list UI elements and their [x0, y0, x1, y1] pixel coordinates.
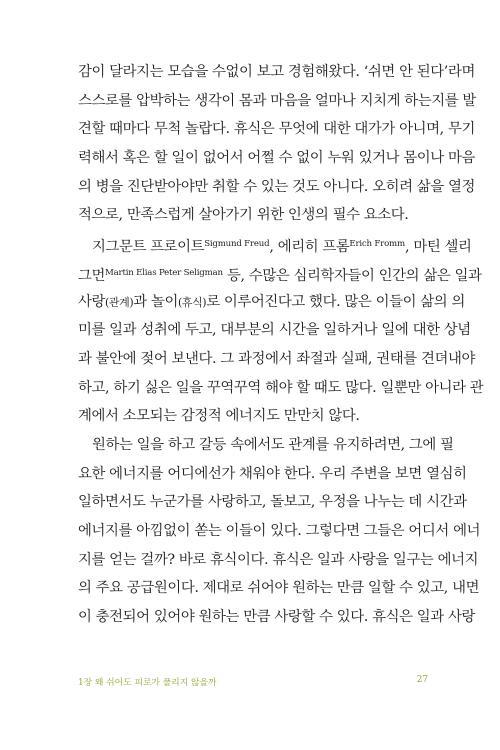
- body-line: 의 주요 공급원이다. 제대로 쉬어야 원하는 만큼 일할 수 있고, 내면: [78, 580, 480, 597]
- body-line: 력해서 혹은 할 일이 없어서 어쩔 수 없이 누워 있거나 몸이나 마음: [78, 150, 475, 167]
- body-line: 스스로를 압박하는 생각이 몸과 마음을 얼마나 지치게 하는지를 발: [78, 92, 476, 109]
- text-run: 등, 수많은 심리학자들이 인간의 삶은 일과: [222, 267, 482, 284]
- text-run: 과 놀이: [133, 293, 178, 310]
- name-annotation-freud: Sigmund Freud: [204, 239, 270, 250]
- body-line: [78, 230, 472, 259]
- body-line: 하고, 하기 싫은 일을 꾸역꾸역 해야 할 때도 많다. 일뿐만 아니라 관: [78, 379, 484, 396]
- text-run: 지그문트 프로이트: [92, 239, 205, 256]
- body-line: 계에서 소모되는 감정적 에너지도 만만치 않다.: [78, 408, 360, 425]
- body-line: [78, 288, 465, 317]
- body-line: 지를 얻는 걸까? 바로 휴식이다. 휴식은 일과 사랑을 일구는 에너지: [78, 551, 479, 568]
- body-line: 이 충전되어 있어야 원하는 만큼 사랑할 수 있다. 휴식은 일과 사랑: [78, 609, 475, 626]
- body-line: 미를 일과 성취에 두고, 대부분의 시간을 일하거나 일에 대한 상념: [78, 322, 471, 339]
- body-line: 감이 달라지는 모습을 수없이 보고 경험해왔다. ‘쉬면 안 된다’라며: [78, 64, 475, 80]
- body-line: 적으로, 만족스럽게 살아가기 위한 인생의 필수 요소다.: [78, 207, 409, 224]
- name-annotation-seligman: Martin Elias Peter Seligman: [105, 267, 223, 278]
- body-line: [78, 259, 482, 288]
- text-run: 로 이루어진다고 했다. 많은 이들이 삶의 의: [206, 293, 465, 310]
- name-annotation-fromm: Erich Fromm: [349, 239, 405, 250]
- body-line: 요한 에너지를 어디에선가 채워야 한다. 우리 주변을 보면 열심히: [78, 465, 467, 482]
- body-line: 의 병을 진단받아야만 취할 수 있는 것도 아니다. 오히려 삶을 열정: [78, 178, 475, 195]
- body-line: 원하는 일을 하고 갈등 속에서도 관계를 유지하려면, 그에 필: [92, 436, 454, 453]
- text-run: , 마틴 셀리: [404, 239, 472, 256]
- body-line: 일하면서도 누군가를 사랑하고, 돌보고, 우정을 나누는 데 시간과: [78, 494, 467, 511]
- text-run: 그먼: [78, 267, 106, 284]
- body-line: 과 불안에 젖어 보낸다. 그 과정에서 좌절과 실패, 권태를 견뎌내야: [78, 350, 475, 367]
- running-chapter-title: 1장 왜 쉬어도 피로가 풀리지 않을까: [78, 678, 217, 688]
- text-run: , 에리히 프롬: [269, 239, 350, 256]
- body-line: 견할 때마다 무척 놀랍다. 휴식은 무엇에 대한 대가가 아니며, 무기: [78, 121, 475, 138]
- page-number: 27: [416, 675, 428, 685]
- hanja-annotation: (관계): [105, 295, 134, 309]
- text-run: 사랑: [78, 293, 106, 310]
- hanja-annotation: (휴식): [177, 295, 207, 309]
- body-text: [78, 58, 484, 632]
- body-line: 에너지를 아낌없이 쏟는 이들이 있다. 그렇다면 그들은 어디서 에너: [78, 523, 481, 539]
